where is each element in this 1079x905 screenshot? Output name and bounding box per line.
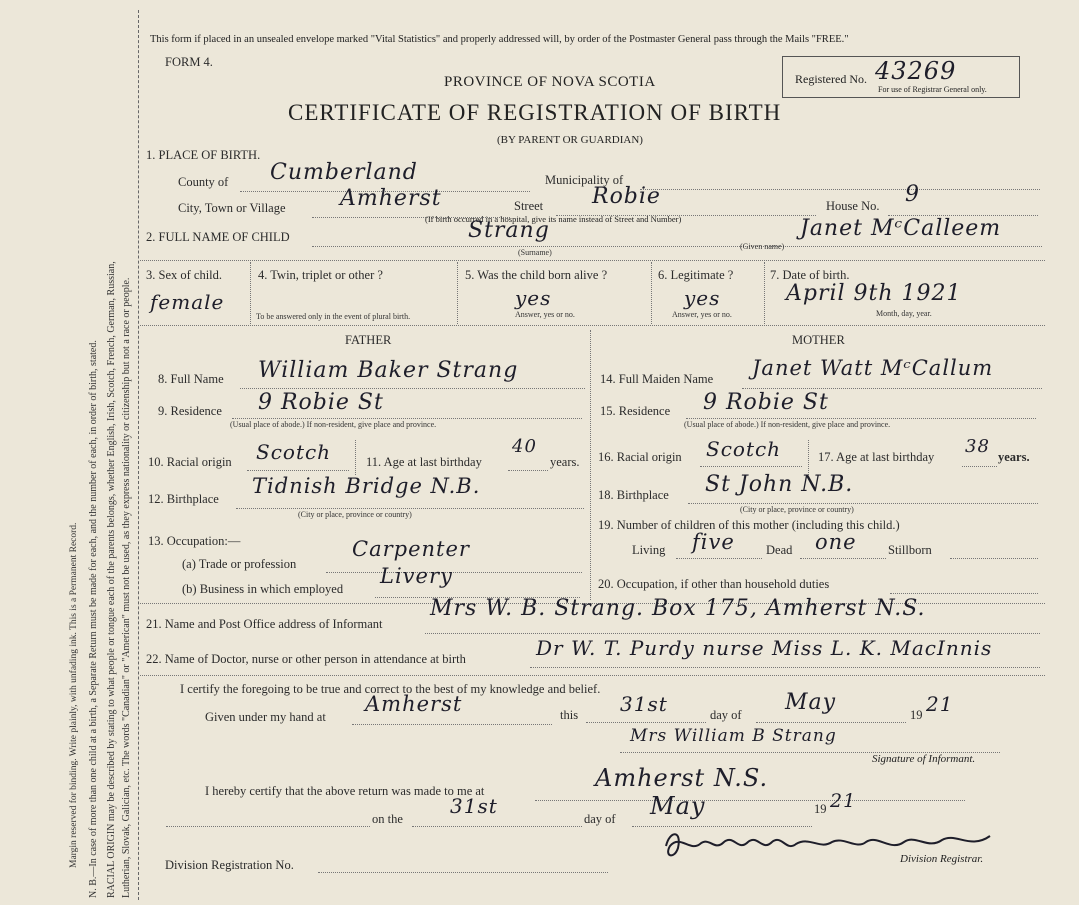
alive-note: Answer, yes or no. — [515, 310, 575, 319]
registrar-dayof-label: day of — [584, 812, 616, 826]
this-label: this — [560, 708, 579, 722]
sex-label: 3. Sex of child. — [146, 268, 223, 282]
twin-note: To be answered only in the event of plural birth. — [256, 312, 411, 321]
alive-value: yes — [515, 286, 552, 310]
certificate-subtitle: (BY PARENT OR GUARDIAN) — [497, 134, 643, 146]
father-birthplace: Tidnish Bridge N.B. — [252, 474, 481, 498]
child-surname: Strang — [468, 218, 550, 243]
father-residence: 9 Robie St — [258, 390, 384, 415]
certify-text: I certify the foregoing to be true and correct to the best of my knowledge and belief. — [180, 682, 601, 696]
mother-age-label: 17. Age at last birthday — [818, 450, 935, 464]
mother-residence-note: (Usual place of abode.) If non-resident, give place and province. — [684, 420, 891, 429]
given-month: May — [785, 690, 837, 715]
mother-birthplace-label: 18. Birthplace — [598, 488, 669, 502]
father-birthplace-note: (City or place, province or country) — [298, 510, 412, 519]
father-business: Livery — [380, 564, 453, 588]
dob-label: 7. Date of birth. — [770, 268, 850, 282]
child-name-label: 2. FULL NAME OF CHILD — [146, 230, 290, 244]
mail-note: This form if placed in an unsealed envelope marked "Vital Statistics" and properly addressed will, by order of the Postmaster General pass through the Mails "FREE." — [150, 34, 849, 45]
registrar-year: 21 — [830, 790, 857, 812]
doctor-label: 22. Name of Doctor, nurse or other person in attendance at birth — [146, 652, 466, 666]
house-value: 9 — [905, 182, 920, 207]
mother-children-label: 19. Number of children of this mother (including this child.) — [598, 518, 900, 532]
house-label: House No. — [826, 199, 880, 213]
registrar-certify-text: I hereby certify that the above return was made to me at — [205, 784, 485, 798]
mother-residence-label: 15. Residence — [600, 404, 671, 418]
city-value: Amherst — [340, 186, 442, 211]
father-years: years. — [550, 455, 580, 469]
dead-value: one — [815, 530, 857, 554]
mother-residence: 9 Robie St — [703, 390, 829, 415]
given-day: 31st — [620, 692, 668, 716]
registrar-month: May — [650, 792, 706, 820]
father-heading: FATHER — [345, 333, 392, 347]
father-occupation-label: 13. Occupation:— — [148, 534, 241, 548]
father-birthplace-label: 12. Birthplace — [148, 492, 219, 506]
informant-label: 21. Name and Post Office address of Informant — [146, 617, 383, 631]
street-label: Street — [514, 199, 544, 213]
mother-years: years. — [998, 450, 1030, 464]
father-race: Scotch — [256, 440, 332, 464]
informant-signature: Mrs William B Strang — [630, 726, 837, 746]
binding-note: Margin reserved for binding. Write plainly, with unfading ink. This is a Permanent Record. — [69, 522, 79, 868]
registered-number: 43269 — [875, 57, 957, 85]
doctor-value: Dr W. T. Purdy nurse Miss L. K. MacInnis — [536, 636, 993, 660]
certificate-title: CERTIFICATE OF REGISTRATION OF BIRTH — [288, 100, 782, 125]
registered-label: Registered No. — [795, 72, 867, 86]
division-registration-label: Division Registration No. — [165, 858, 294, 872]
mother-birthplace-note: (City or place, province or country) — [740, 505, 854, 514]
mother-name: Janet Watt MᶜCallum — [752, 356, 994, 380]
stillborn-label: Stillborn — [888, 543, 932, 557]
father-age: 40 — [512, 436, 537, 457]
informant-value: Mrs W. B. Strang. Box 175, Amherst N.S. — [430, 596, 926, 621]
registered-box — [782, 56, 1020, 98]
province-heading: PROVINCE OF NOVA SCOTIA — [444, 74, 656, 90]
street-value: Robie — [592, 184, 661, 209]
registrar-place: Amherst N.S. — [595, 764, 769, 792]
legitimate-value: yes — [684, 286, 721, 310]
mother-birthplace: St John N.B. — [705, 472, 854, 497]
hospital-note: (If birth occurred in a hospital, give its name instead of Street and Number) — [425, 214, 682, 224]
father-name-label: 8. Full Name — [158, 372, 224, 386]
informant-signature-label: Signature of Informant. — [872, 753, 976, 765]
nb-note: N. B.—In case of more than one child at a birth, a Separate Return must be made for each, and the number of each, in order of birth, stated. — [88, 340, 99, 898]
father-trade: Carpenter — [352, 537, 470, 561]
father-residence-note: (Usual place of abode.) If non-resident, give place and province. — [230, 420, 437, 429]
division-registrar-label: Division Registrar. — [900, 853, 984, 865]
given-year-prefix: 19 — [910, 708, 923, 722]
municipality-label: Municipality of — [545, 173, 624, 187]
mother-race: Scotch — [706, 437, 782, 461]
county-label: County of — [178, 175, 229, 189]
given-note: (Given name) — [740, 242, 785, 251]
dob-value: April 9th 1921 — [786, 281, 962, 306]
legitimate-note: Answer, yes or no. — [672, 310, 732, 319]
given-place: Amherst — [365, 692, 463, 716]
mother-age: 38 — [965, 436, 990, 457]
city-label: City, Town or Village — [178, 201, 286, 215]
surname-note: (Surname) — [518, 248, 552, 257]
child-given-name: Janet MᶜCalleem — [800, 216, 1002, 241]
racial-note-1: RACIAL ORIGIN may be described by stating to what people or tongue each of the parents belongs, whether English, Irish, Scotch, French, German, Russian, — [106, 261, 117, 898]
registrar-year-prefix: 19 — [814, 802, 827, 816]
father-name: William Baker Strang — [258, 358, 519, 383]
given-year: 21 — [926, 692, 954, 716]
living-value: five — [692, 530, 735, 554]
mother-name-label: 14. Full Maiden Name — [600, 372, 714, 386]
dead-label: Dead — [766, 543, 793, 557]
father-trade-label: (a) Trade or profession — [182, 557, 297, 571]
living-label: Living — [632, 543, 666, 557]
given-under-label: Given under my hand at — [205, 710, 326, 724]
father-business-label: (b) Business in which employed — [182, 582, 344, 596]
mother-heading: MOTHER — [792, 333, 845, 347]
racial-note-2: Lutherian, Slovak, Galician, etc. The words "Canadian" or "American" must not be used, as they express nationality or citizenship but not a race or people. — [121, 277, 132, 898]
form-number: FORM 4. — [165, 55, 213, 69]
binding-perforation — [138, 10, 139, 900]
legitimate-label: 6. Legitimate ? — [658, 268, 734, 282]
on-the-label: on the — [372, 812, 403, 826]
given-dayof-label: day of — [710, 708, 742, 722]
father-residence-label: 9. Residence — [158, 404, 222, 418]
alive-label: 5. Was the child born alive ? — [465, 268, 608, 282]
county-value: Cumberland — [270, 160, 418, 185]
mother-occupation-label: 20. Occupation, if other than household duties — [598, 577, 830, 591]
father-race-label: 10. Racial origin — [148, 455, 232, 469]
dob-note: Month, day, year. — [876, 309, 932, 318]
mother-race-label: 16. Racial origin — [598, 450, 682, 464]
father-age-label: 11. Age at last birthday — [366, 455, 482, 469]
twin-label: 4. Twin, triplet or other ? — [258, 268, 383, 282]
place-heading: 1. PLACE OF BIRTH. — [146, 148, 261, 162]
sex-value: female — [150, 290, 225, 314]
registrar-use-note: For use of Registrar General only. — [878, 85, 987, 94]
registrar-day: 31st — [450, 794, 498, 818]
